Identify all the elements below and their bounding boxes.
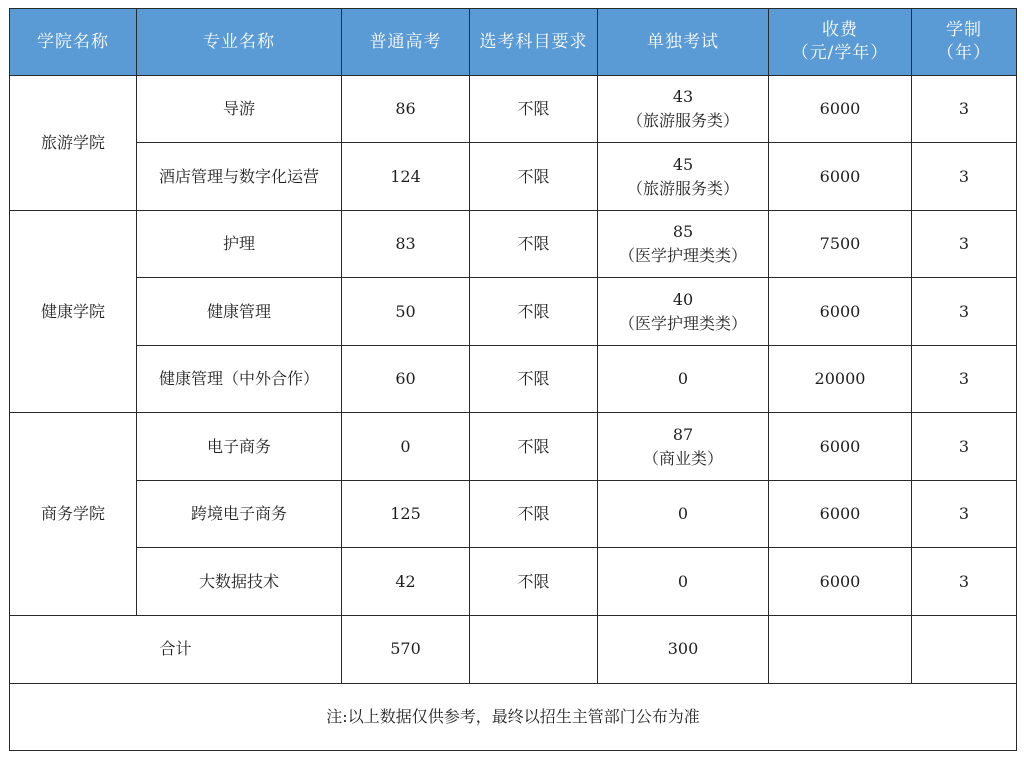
header-major: 专业名称	[137, 9, 342, 76]
years: 3	[912, 143, 1017, 210]
college-name: 旅游学院	[10, 76, 137, 211]
subject-requirement: 不限	[470, 480, 598, 547]
single-exam-cell	[598, 278, 769, 345]
enrollment-plan-table	[9, 8, 1017, 751]
gaokao-count: 60	[342, 345, 470, 412]
gaokao-count: 86	[342, 76, 470, 143]
header-subject-requirement: 选考科目要求	[470, 9, 598, 76]
single-exam-count: 0	[598, 480, 769, 547]
single-exam-count: 0	[598, 345, 769, 412]
table-row	[10, 345, 1017, 412]
fee: 6000	[769, 548, 912, 615]
college-name: 健康学院	[10, 210, 137, 412]
header-fee-line2: （元/学年）	[791, 43, 889, 63]
header-row	[10, 9, 1017, 76]
subject-requirement: 不限	[470, 210, 598, 277]
gaokao-count: 83	[342, 210, 470, 277]
major-name: 电子商务	[137, 413, 342, 480]
subject-requirement: 不限	[470, 76, 598, 143]
subject-requirement: 不限	[470, 413, 598, 480]
major-name: 跨境电子商务	[137, 480, 342, 547]
gaokao-count: 125	[342, 480, 470, 547]
fee: 6000	[769, 413, 912, 480]
subject-requirement: 不限	[470, 548, 598, 615]
subject-requirement: 不限	[470, 345, 598, 412]
years: 3	[912, 345, 1017, 412]
total-gaokao: 570	[342, 615, 470, 683]
years: 3	[912, 480, 1017, 547]
major-name: 健康管理	[137, 278, 342, 345]
header-fee	[769, 9, 912, 76]
total-row	[10, 615, 1017, 683]
total-single-exam: 300	[598, 615, 769, 683]
total-label: 合计	[10, 615, 342, 683]
years: 3	[912, 413, 1017, 480]
header-fee-line1: 收费	[822, 20, 858, 40]
single-exam-cell	[598, 143, 769, 210]
years: 3	[912, 548, 1017, 615]
table-row	[10, 548, 1017, 615]
single-exam-cell	[598, 413, 769, 480]
major-name: 大数据技术	[137, 548, 342, 615]
subject-requirement: 不限	[470, 143, 598, 210]
college-name: 商务学院	[10, 413, 137, 615]
gaokao-count: 42	[342, 548, 470, 615]
footnote: 注:以上数据仅供参考，最终以招生主管部门公布为准	[10, 683, 1017, 750]
years: 3	[912, 210, 1017, 277]
years: 3	[912, 76, 1017, 143]
single-exam-category: （旅游服务类）	[626, 111, 739, 131]
header-years-line1: 学制	[946, 20, 982, 40]
single-exam-category: （商业类）	[642, 448, 723, 468]
single-exam-category: （医学护理类类）	[618, 246, 747, 266]
major-name: 护理	[137, 210, 342, 277]
major-name: 健康管理（中外合作）	[137, 345, 342, 412]
major-name: 酒店管理与数字化运营	[137, 143, 342, 210]
single-exam-category: （旅游服务类）	[626, 178, 739, 198]
fee: 7500	[769, 210, 912, 277]
subject-requirement: 不限	[470, 278, 598, 345]
single-exam-count: 87	[672, 424, 694, 444]
fee: 6000	[769, 143, 912, 210]
single-exam-count: 40	[672, 289, 694, 309]
fee: 6000	[769, 480, 912, 547]
table-row	[10, 76, 1017, 143]
total-years-empty	[912, 615, 1017, 683]
header-years-line2: （年）	[937, 43, 991, 63]
fee: 6000	[769, 76, 912, 143]
major-name: 导游	[137, 76, 342, 143]
header-years	[912, 9, 1017, 76]
single-exam-count: 43	[672, 87, 694, 107]
header-college: 学院名称	[10, 9, 137, 76]
table-row	[10, 143, 1017, 210]
header-single-exam: 单独考试	[598, 9, 769, 76]
header-gaokao: 普通高考	[342, 9, 470, 76]
single-exam-count: 0	[598, 548, 769, 615]
table-row	[10, 480, 1017, 547]
single-exam-category: （医学护理类类）	[618, 313, 747, 333]
fee: 6000	[769, 278, 912, 345]
single-exam-cell	[598, 76, 769, 143]
gaokao-count: 0	[342, 413, 470, 480]
gaokao-count: 50	[342, 278, 470, 345]
note-row	[10, 683, 1017, 750]
table-row	[10, 413, 1017, 480]
total-subject-empty	[470, 615, 598, 683]
gaokao-count: 124	[342, 143, 470, 210]
years: 3	[912, 278, 1017, 345]
table-row	[10, 278, 1017, 345]
single-exam-count: 45	[672, 154, 694, 174]
table-row	[10, 210, 1017, 277]
single-exam-count: 85	[672, 222, 694, 242]
fee: 20000	[769, 345, 912, 412]
total-fee-empty	[769, 615, 912, 683]
single-exam-cell	[598, 210, 769, 277]
